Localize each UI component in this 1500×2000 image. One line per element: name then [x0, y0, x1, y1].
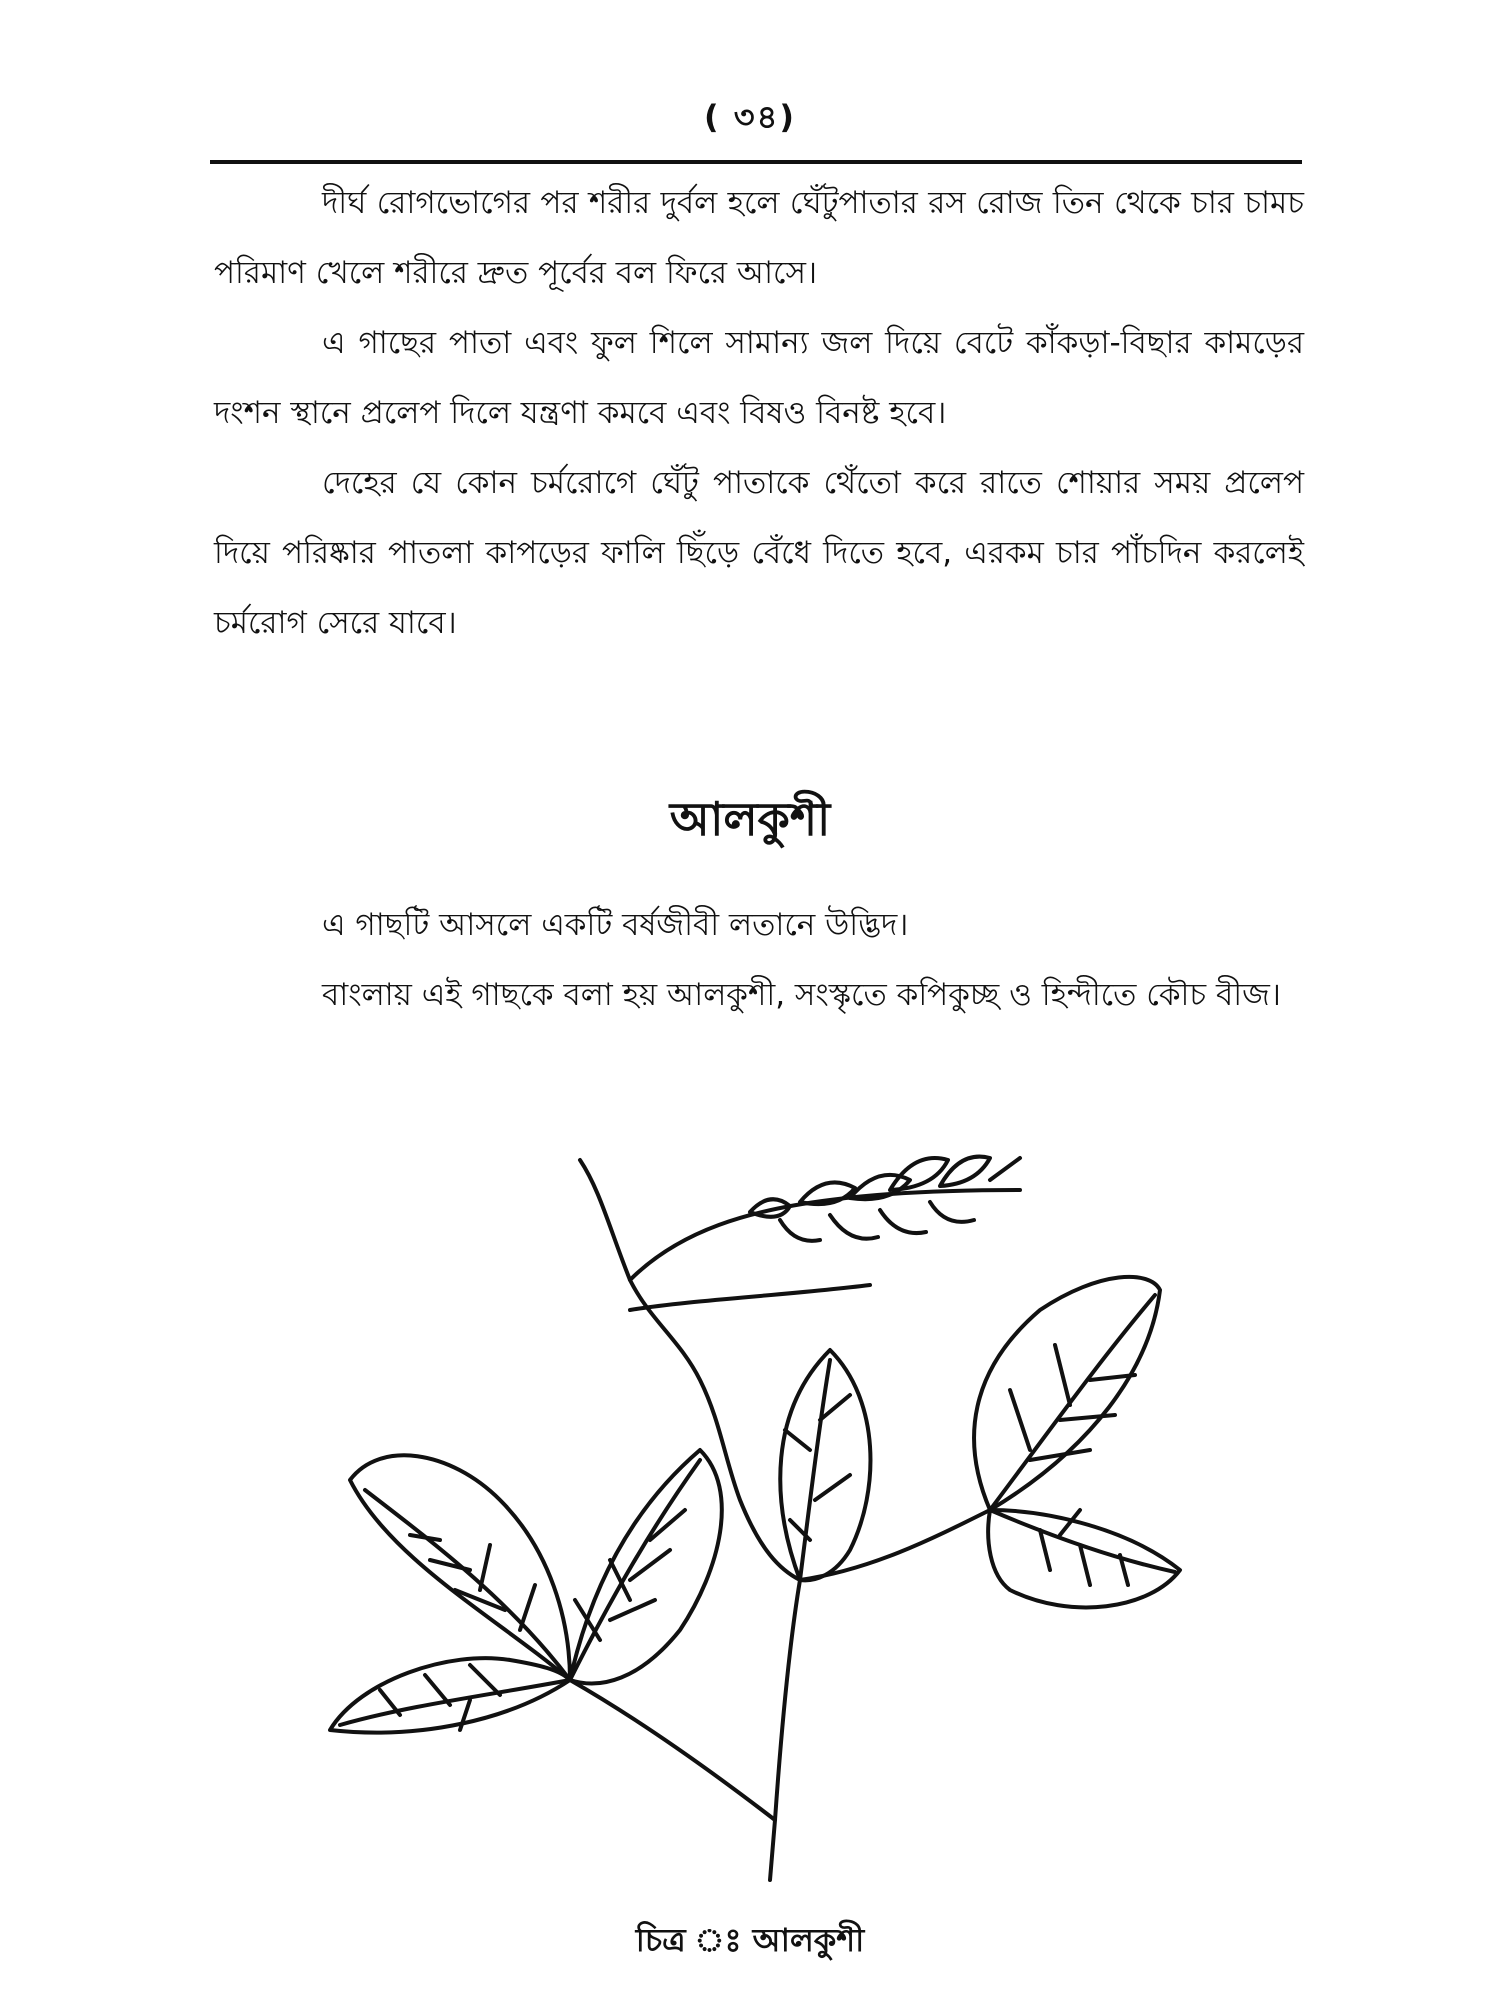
header-rule	[210, 160, 1302, 164]
right-petiole	[800, 1510, 990, 1580]
paragraph-plant-description: এ গাছটি আসলে একটি বর্ষজীবী লতানে উদ্ভিদ।	[322, 907, 909, 943]
vine-stem	[580, 1160, 800, 1580]
paragraph-scorpion-bite-remedy: এ গাছের পাতা এবং ফুল শিলে সামান্য জল দিয়ে বেটে কাঁকড়া-বিছার কামড়ের দংশন স্থানে প্রলেপ দিলে যন্ত্রণা কমবে এবং বিষও বিনষ্ট হবে।	[214, 325, 1304, 431]
figure-caption: চিত্র ঃ আলকুশী	[635, 1921, 865, 1959]
paragraph-skin-disease-remedy: দেহের যে কোন চর্মরোগে ঘেঁটু পাতাকে থেঁতো করে রাতে শোয়ার সময় প্রলেপ দিয়ে পরিষ্কার পাতলা কাপড়ের ফালি ছিঁড়ে বেঁধে দিতে হবে, এরকম চার পাঁচদিন করলেই চর্মরোগ সেরে যাবে।	[214, 465, 1304, 641]
flower-cluster	[750, 1157, 1020, 1241]
left-petiole	[570, 1680, 775, 1820]
plant-illustration	[270, 1120, 1230, 1920]
page-number: ( ৩৪)	[704, 98, 796, 136]
section-text-block	[214, 890, 1304, 1030]
lower-stem	[770, 1580, 800, 1880]
tendril	[630, 1285, 870, 1310]
section-title: আলকুশী	[669, 792, 831, 846]
paragraph-plant-names: বাংলায় এই গাছকে বলা হয় আলকুশী, সংস্কৃতে কপিকুচ্ছ ও হিন্দীতে কৌচ বীজ।	[322, 977, 1281, 1013]
paragraph-weakness-remedy: দীর্ঘ রোগভোগের পর শরীর দুর্বল হলে ঘেঁটুপাতার রস রোজ তিন থেকে চার চামচ পরিমাণ খেলে শরীরে দ্রুত পূর্বের বল ফিরে আসে।	[214, 185, 1304, 291]
top-text-block	[214, 168, 1304, 658]
leaf-left-lower	[330, 1658, 570, 1732]
